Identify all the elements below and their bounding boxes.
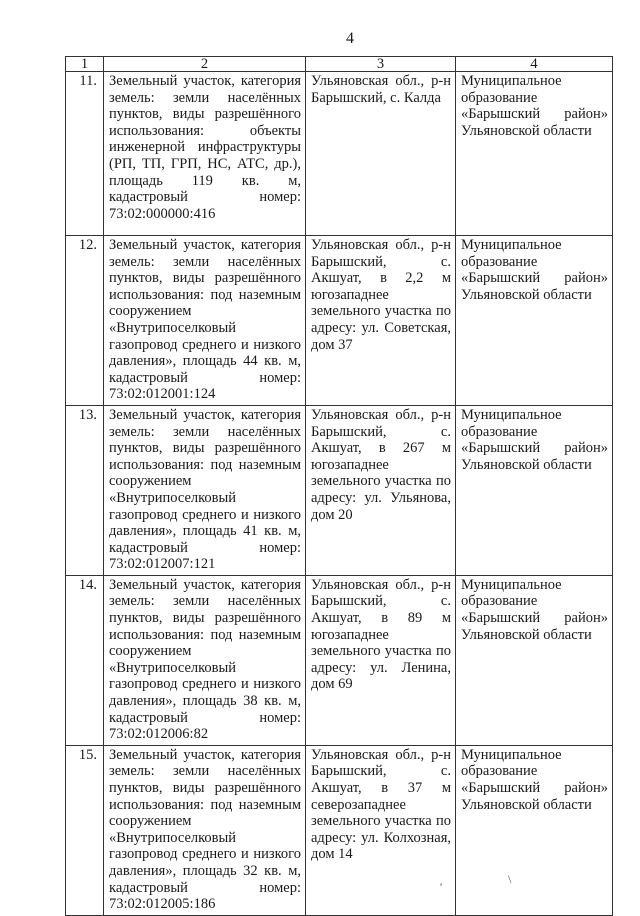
- table-row: [66, 236, 613, 406]
- row-number: 12.: [66, 236, 104, 406]
- table-row: [66, 575, 613, 745]
- parcel-owner: Муниципальное образование «Барышский район» Ульяновской области: [456, 745, 613, 915]
- table-row: [66, 405, 613, 575]
- parcel-description: Земельный участок, категория земель: земли населённых пунктов, виды разрешённого использования: объекты инженерной инфраструктуры (РП, ТП, ГРП, НС, АТС, др.), площадь 119 кв. м, кадастровый номер: 73:02:000000:416: [104, 72, 306, 236]
- table-row: [66, 745, 613, 915]
- parcel-address: Ульяновская обл., р-н Барышский, с. Акшуат, в 267 м югозападнее земельного участка по адресу: ул. Ульянова, дом 20: [306, 405, 456, 575]
- parcel-description: Земельный участок, категория земель: земли населённых пунктов, виды разрешённого использования: под наземным сооружением «Внутрипоселковый газопровод среднего и низкого давления», площадь 41 кв. м, кадастровый номер: 73:02:012007:121: [104, 405, 306, 575]
- parcel-description: Земельный участок, категория земель: земли населённых пунктов, виды разрешённого использования: под наземным сооружением «Внутрипоселковый газопровод среднего и низкого давления», площадь 32 кв. м, кадастровый номер: 73:02:012005:186: [104, 745, 306, 915]
- row-number: 14.: [66, 575, 104, 745]
- scan-mark: \: [508, 872, 512, 886]
- parcel-address: Ульяновская обл., р-н Барышский, с. Акшуат, в 2,2 м югозападнее земельного участка по адресу: ул. Советская, дом 37: [306, 236, 456, 406]
- column-header: 2: [104, 57, 306, 72]
- parcel-address: Ульяновская обл., р-н Барышский, с. Акшуат, в 89 м югозападнее земельного участка по адресу: ул. Ленина, дом 69: [306, 575, 456, 745]
- table-header-row: [66, 57, 613, 72]
- parcel-owner: Муниципальное образование «Барышский район» Ульяновской области: [456, 72, 613, 236]
- parcel-owner: Муниципальное образование «Барышский район» Ульяновской области: [456, 575, 613, 745]
- row-number: 11.: [66, 72, 104, 236]
- parcel-owner: Муниципальное образование «Барышский район» Ульяновской области: [456, 405, 613, 575]
- parcel-owner: Муниципальное образование «Барышский район» Ульяновской области: [456, 236, 613, 406]
- row-number: 13.: [66, 405, 104, 575]
- parcel-address: Ульяновская обл., р-н Барышский, с. Калда: [306, 72, 456, 236]
- parcel-description: Земельный участок, категория земель: земли населённых пунктов, виды разрешённого использования: под наземным сооружением «Внутрипоселковый газопровод среднего и низкого давления», площадь 38 кв. м, кадастровый номер: 73:02:012006:82: [104, 575, 306, 745]
- scan-mark: ': [440, 880, 443, 894]
- parcel-description: Земельный участок, категория земель: земли населённых пунктов, виды разрешённого использования: под наземным сооружением «Внутрипоселковый газопровод среднего и низкого давления», площадь 44 кв. м, кадастровый номер: 73:02:012001:124: [104, 236, 306, 406]
- table-row: [66, 72, 613, 236]
- column-header: 4: [456, 57, 613, 72]
- column-header: 1: [66, 57, 104, 72]
- property-table: [65, 56, 613, 916]
- column-header: 3: [306, 57, 456, 72]
- parcel-address: Ульяновская обл., р-н Барышский, с. Акшуат, в 37 м северозападнее земельного участка по адресу: ул. Колхозная, дом 14: [306, 745, 456, 915]
- row-number: 15.: [66, 745, 104, 915]
- page-number: 4: [346, 30, 354, 47]
